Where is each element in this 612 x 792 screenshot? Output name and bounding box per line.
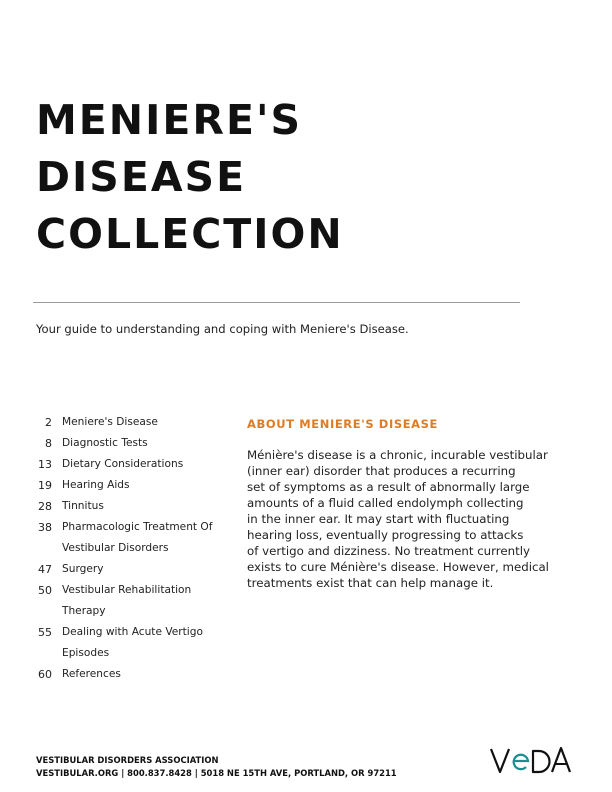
toc-item [30, 664, 235, 685]
toc-page-number: 55 [38, 626, 52, 639]
document-title [36, 92, 344, 263]
title-line-2: DISEASE [36, 153, 247, 201]
toc-page-number: 38 [38, 521, 52, 534]
about-body-line: exists to cure Ménière's disease. However, medical [247, 560, 549, 574]
about-body-line: Ménière's disease is a chronic, incurable vestibular [247, 448, 548, 462]
about-body [247, 447, 577, 591]
about-body-line: set of symptoms as a result of abnormally large [247, 480, 530, 494]
toc-label: Diagnostic Tests [62, 437, 148, 449]
toc-page-number: 28 [38, 500, 52, 513]
about-body-line: of vertigo and dizziness. No treatment currently [247, 544, 531, 558]
toc-label: Hearing Aids [62, 479, 130, 491]
toc-item [30, 643, 235, 664]
toc-item [30, 475, 235, 496]
footer [36, 754, 397, 780]
toc-item [30, 454, 235, 475]
toc-item [30, 601, 235, 622]
about-body-line: hearing loss, eventually progressing to attacks [247, 528, 524, 542]
about-body-line: in the inner ear. It may start with fluctuating [247, 512, 510, 526]
toc-page-number: 13 [38, 458, 52, 471]
toc-item [30, 412, 235, 433]
toc-label: Pharmacologic Treatment Of [62, 521, 213, 533]
veda-logo [489, 745, 573, 777]
toc-item [30, 496, 235, 517]
footer-contact: VESTIBULAR.ORG | 800.837.8428 | 5018 NE 15TH AVE, PORTLAND, OR 97211 [36, 768, 397, 778]
toc-page-number: 47 [38, 563, 52, 576]
title-divider [33, 302, 520, 303]
title-line-3: COLLECTION [36, 210, 344, 258]
toc-item [30, 622, 235, 643]
toc-label: Surgery [62, 563, 104, 575]
toc-item [30, 433, 235, 454]
toc-page-number: 50 [38, 584, 52, 597]
toc-item [30, 559, 235, 580]
toc-item [30, 517, 235, 538]
toc-label: Vestibular Disorders [62, 542, 169, 554]
toc-label: Episodes [62, 647, 110, 659]
toc-label: Tinnitus [62, 500, 104, 512]
toc-label: Vestibular Rehabilitation [62, 584, 192, 596]
toc-page-number: 60 [38, 668, 52, 681]
toc-page-number: 2 [45, 416, 52, 429]
about-body-line: amounts of a fluid called endolymph collecting [247, 496, 524, 510]
toc-label: Dealing with Acute Vertigo [62, 626, 203, 638]
toc-label: Meniere's Disease [62, 416, 158, 428]
toc-label: References [62, 668, 121, 680]
title-line-1: MENIERE'S [36, 96, 303, 144]
table-of-contents [30, 412, 235, 685]
toc-label: Dietary Considerations [62, 458, 184, 470]
about-body-line: (inner ear) disorder that produces a recurring [247, 464, 516, 478]
toc-item [30, 538, 235, 559]
toc-label: Therapy [62, 605, 106, 617]
footer-org: VESTIBULAR DISORDERS ASSOCIATION [36, 755, 219, 765]
subtitle: Your guide to understanding and coping with Meniere's Disease. [36, 322, 409, 336]
toc-item [30, 580, 235, 601]
toc-page-number: 19 [38, 479, 52, 492]
toc-page-number: 8 [45, 437, 52, 450]
about-body-line: treatments exist that can help manage it. [247, 576, 494, 590]
about-heading: ABOUT MENIERE'S DISEASE [247, 417, 439, 431]
